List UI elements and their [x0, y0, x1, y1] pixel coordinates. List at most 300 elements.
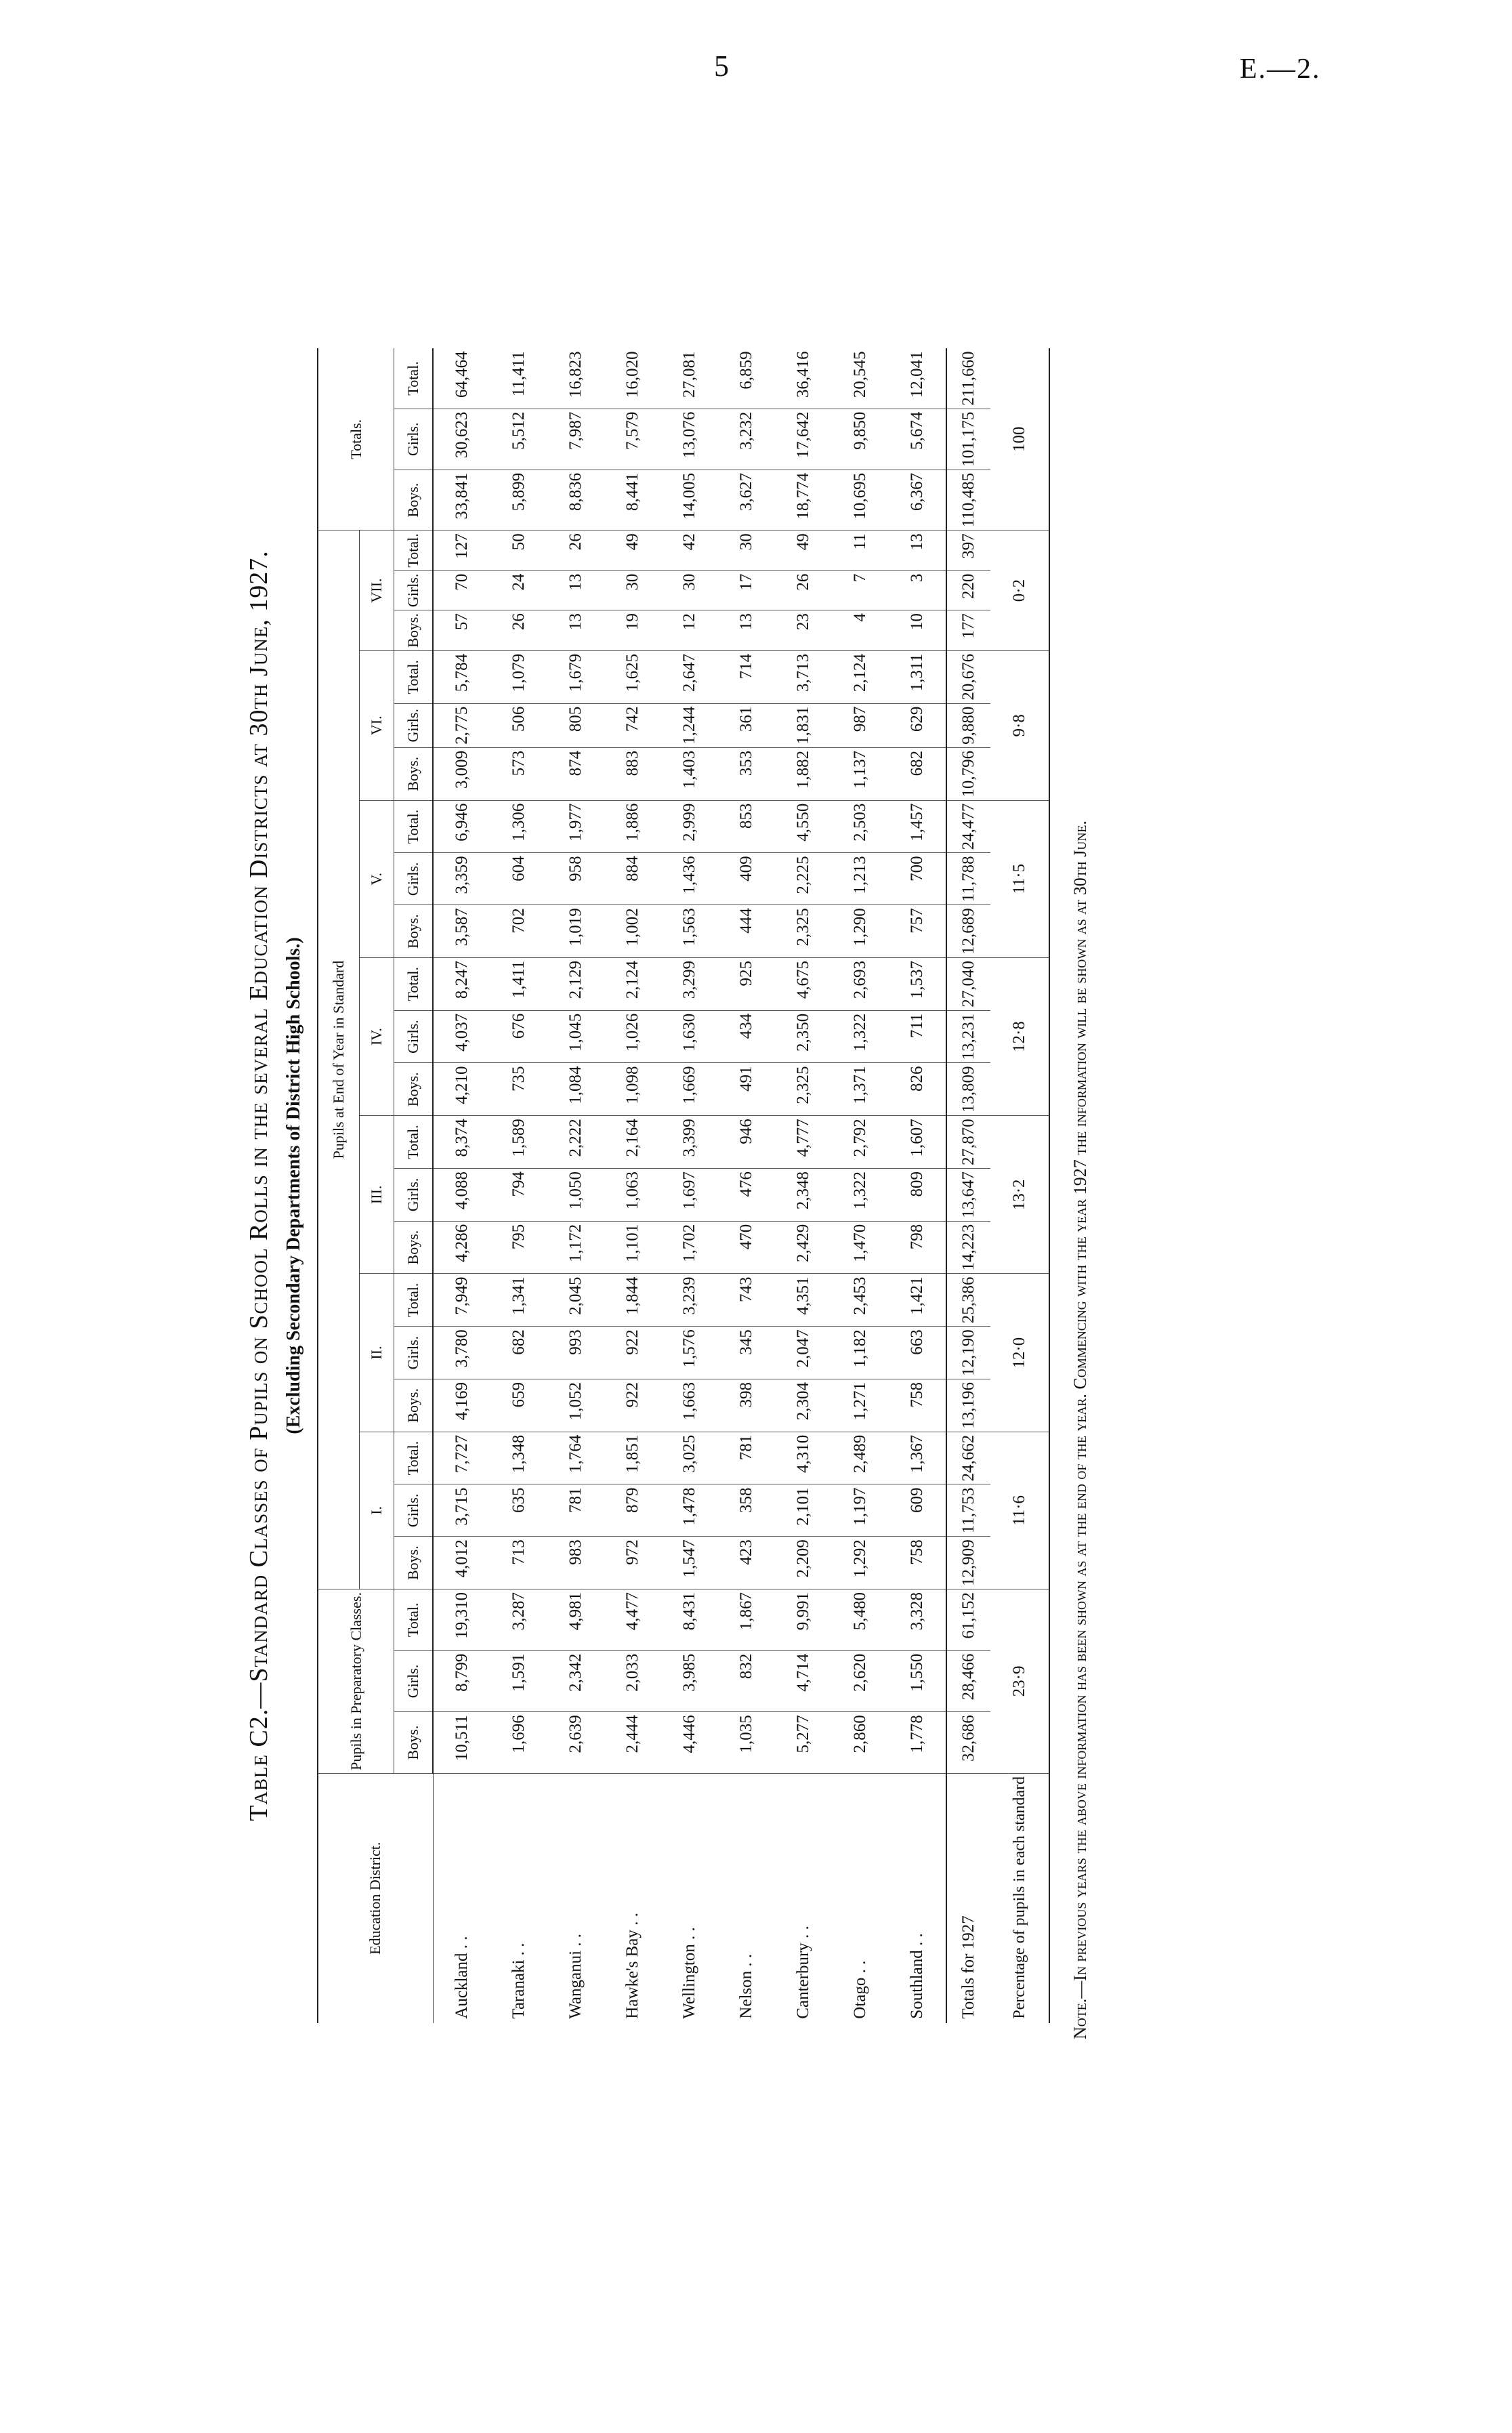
sub-header: Boys. [394, 1537, 434, 1589]
table-row [889, 348, 946, 2022]
table-cell: 1,886 [604, 800, 661, 853]
table-cell: 714 [718, 650, 775, 703]
table-cell: 1,576 [661, 1327, 718, 1379]
table-note: Note.—In previous years the above information has been shown as at the end of the year. Commencing with the year 1927 the information will be shown as at 30th June. [1070, 820, 1090, 2039]
table-cell: 1,213 [832, 853, 889, 905]
table-cell: 36,416 [775, 348, 832, 409]
table-cell: 13,076 [661, 409, 718, 470]
table-cell: 10,695 [832, 470, 889, 530]
table-cell: 2,693 [832, 957, 889, 1010]
totals-cell: 61,152 [946, 1589, 990, 1651]
table-cell: 26 [490, 610, 547, 651]
table-cell: 1,702 [661, 1221, 718, 1274]
totals-cell: 13,196 [946, 1379, 990, 1432]
table-cell: 3,025 [661, 1432, 718, 1484]
table-cell: 1,607 [889, 1116, 946, 1169]
table-cell: 1,026 [604, 1010, 661, 1063]
sub-header: Total. [394, 1589, 434, 1651]
table-cell: 1,045 [547, 1010, 604, 1063]
table-cell: 1,844 [604, 1274, 661, 1327]
sub-header: Boys. [394, 610, 434, 651]
totals-cell: 24,662 [946, 1432, 990, 1484]
table-cell: 1,764 [547, 1432, 604, 1484]
table-cell: 946 [718, 1116, 775, 1169]
table-cell: 4 [832, 610, 889, 651]
totals-cell: 11,788 [946, 853, 990, 905]
table-cell: 1,470 [832, 1221, 889, 1274]
school-rolls-table [317, 348, 1050, 2022]
table-cell: 1,421 [889, 1274, 946, 1327]
table-cell: 758 [889, 1537, 946, 1589]
table-cell: 853 [718, 800, 775, 853]
table-cell: 12,041 [889, 348, 946, 409]
table-cell: 1,052 [547, 1379, 604, 1432]
table-cell: 2,325 [775, 905, 832, 958]
table-cell: 711 [889, 1010, 946, 1063]
table-cell: 4,477 [604, 1589, 661, 1651]
table-cell: 3,985 [661, 1650, 718, 1712]
table-cell: 4,351 [775, 1274, 832, 1327]
table-cell: 1,182 [832, 1327, 889, 1379]
table-cell: 2,304 [775, 1379, 832, 1432]
table-row [490, 348, 547, 2022]
table-cell: 12 [661, 610, 718, 651]
table-cell: 809 [889, 1168, 946, 1221]
table-cell: 434 [718, 1010, 775, 1063]
table-cell: 1,271 [832, 1379, 889, 1432]
sub-header: Girls. [394, 1650, 434, 1712]
table-cell: 925 [718, 957, 775, 1010]
percentage-cell: 9·8 [990, 650, 1049, 800]
table-cell: 1,547 [661, 1537, 718, 1589]
table-cell: 4,675 [775, 957, 832, 1010]
sub-header: Boys. [394, 905, 434, 958]
totals-cell: 13,647 [946, 1168, 990, 1221]
table-cell: 805 [547, 703, 604, 747]
table-cell: 3,399 [661, 1116, 718, 1169]
table-cell: 2,129 [547, 957, 604, 1010]
table-cell: 42 [661, 531, 718, 570]
table-row [718, 348, 775, 2022]
table-cell: 5,512 [490, 409, 547, 470]
table-cell: 4,088 [433, 1168, 490, 1221]
table-cell: 1,322 [832, 1168, 889, 1221]
table-row [661, 348, 718, 2022]
standard-header: V. [360, 800, 394, 957]
table-cell: 2,429 [775, 1221, 832, 1274]
totals-cell: 11,753 [946, 1484, 990, 1537]
table-cell: 2,503 [832, 800, 889, 853]
table-cell: 2,342 [547, 1650, 604, 1712]
table-cell: 2,489 [832, 1432, 889, 1484]
table-cell: 1,697 [661, 1168, 718, 1221]
table-cell: 3,359 [433, 853, 490, 905]
totals-cell: 28,466 [946, 1650, 990, 1712]
district-name: Otago . . [851, 1960, 869, 2019]
table-cell: 3,232 [718, 409, 775, 470]
sub-header: Girls. [394, 409, 434, 470]
table-cell: 1,977 [547, 800, 604, 853]
table-cell: 700 [889, 853, 946, 905]
table-cell: 3,713 [775, 650, 832, 703]
table-cell: 1,292 [832, 1537, 889, 1589]
table-cell: 3,328 [889, 1589, 946, 1651]
table-cell: 30 [661, 570, 718, 610]
standard-header: I. [360, 1432, 394, 1589]
sub-header: Boys. [394, 1379, 434, 1432]
table-cell: 1,563 [661, 905, 718, 958]
table-cell: 1,867 [718, 1589, 775, 1651]
sub-header: Boys. [394, 1063, 434, 1116]
table-row [832, 348, 889, 2022]
percentage-cell: 100 [990, 348, 1049, 530]
table-cell: 1,306 [490, 800, 547, 853]
table-cell: 2,047 [775, 1327, 832, 1379]
table-cell: 798 [889, 1221, 946, 1274]
table-cell: 5,784 [433, 650, 490, 703]
table-cell: 64,464 [433, 348, 490, 409]
rotated-table-page [217, 47, 1450, 2324]
table-cell: 2,620 [832, 1650, 889, 1712]
standard-header: III. [360, 1116, 394, 1274]
table-cell: 1,137 [832, 747, 889, 800]
table-cell: 13 [889, 531, 946, 570]
table-cell: 629 [889, 703, 946, 747]
table-cell: 2,639 [547, 1712, 604, 1774]
table-cell: 1,882 [775, 747, 832, 800]
table-cell: 1,348 [490, 1432, 547, 1484]
table-cell: 3,715 [433, 1484, 490, 1537]
table-cell: 57 [433, 610, 490, 651]
percentage-cell: 13·2 [990, 1116, 1049, 1274]
table-cell: 1,050 [547, 1168, 604, 1221]
table-cell: 30 [718, 531, 775, 570]
table-cell: 5,674 [889, 409, 946, 470]
table-cell: 506 [490, 703, 547, 747]
sub-header: Boys. [394, 470, 434, 530]
table-cell: 4,714 [775, 1650, 832, 1712]
sub-header: Total. [394, 348, 434, 409]
table-cell: 2,045 [547, 1274, 604, 1327]
totals-cell: 14,223 [946, 1221, 990, 1274]
table-cell: 993 [547, 1327, 604, 1379]
table-cell: 735 [490, 1063, 547, 1116]
totals-cell: 32,686 [946, 1712, 990, 1774]
table-cell: 8,799 [433, 1650, 490, 1712]
table-row [775, 348, 832, 2022]
table-cell: 1,403 [661, 747, 718, 800]
table-cell: 1,002 [604, 905, 661, 958]
table-cell: 1,411 [490, 957, 547, 1010]
district-name: Wellington . . [680, 1927, 698, 2019]
table-cell: 470 [718, 1221, 775, 1274]
totals-cell: 13,809 [946, 1063, 990, 1116]
table-cell: 8,836 [547, 470, 604, 530]
totals-cell: 177 [946, 610, 990, 651]
table-cell: 4,210 [433, 1063, 490, 1116]
table-cell: 3,780 [433, 1327, 490, 1379]
table-cell: 7,727 [433, 1432, 490, 1484]
table-cell: 49 [775, 531, 832, 570]
totals-label: Totals for 1927 [946, 1773, 990, 2022]
table-cell: 2,209 [775, 1537, 832, 1589]
table-cell: 1,669 [661, 1063, 718, 1116]
totals-cell: 12,909 [946, 1537, 990, 1589]
percentage-cell: 0·2 [990, 531, 1049, 651]
table-cell: 702 [490, 905, 547, 958]
table-cell: 742 [604, 703, 661, 747]
sub-header: Boys. [394, 1221, 434, 1274]
district-name: Southland . . [908, 1933, 926, 2019]
page-number: 5 [714, 49, 729, 83]
sub-header: Total. [394, 650, 434, 703]
standard-header: II. [360, 1274, 394, 1432]
table-cell: 1,311 [889, 650, 946, 703]
table-cell: 26 [547, 531, 604, 570]
table-cell: 663 [889, 1327, 946, 1379]
table-cell: 49 [604, 531, 661, 570]
standard-group-header: Pupils at End of Year in Standard [318, 531, 360, 1589]
table-cell: 50 [490, 531, 547, 570]
table-cell: 795 [490, 1221, 547, 1274]
totals-cell: 24,477 [946, 800, 990, 853]
table-cell: 3,239 [661, 1274, 718, 1327]
table-cell: 1,341 [490, 1274, 547, 1327]
table-cell: 17,642 [775, 409, 832, 470]
table-cell: 4,169 [433, 1379, 490, 1432]
sub-header: Girls. [394, 570, 434, 610]
table-cell: 361 [718, 703, 775, 747]
table-cell: 8,441 [604, 470, 661, 530]
table-cell: 4,286 [433, 1221, 490, 1274]
district-name: Auckland . . [452, 1936, 471, 2019]
table-cell: 758 [889, 1379, 946, 1432]
table-cell: 983 [547, 1537, 604, 1589]
table-cell: 1,630 [661, 1010, 718, 1063]
table-cell: 609 [889, 1484, 946, 1537]
table-cell: 8,247 [433, 957, 490, 1010]
table-cell: 8,431 [661, 1589, 718, 1651]
table-cell: 9,850 [832, 409, 889, 470]
table-cell: 19,310 [433, 1589, 490, 1651]
table-cell: 922 [604, 1379, 661, 1432]
table-cell: 781 [718, 1432, 775, 1484]
table-cell: 1,322 [832, 1010, 889, 1063]
table-cell: 3,009 [433, 747, 490, 800]
table-cell: 24 [490, 570, 547, 610]
table-cell: 972 [604, 1537, 661, 1589]
district-name: Hawke's Bay . . [623, 1913, 642, 2019]
table-cell: 27,081 [661, 348, 718, 409]
table-cell: 879 [604, 1484, 661, 1537]
sub-header: Total. [394, 1116, 434, 1169]
table-cell: 2,124 [832, 650, 889, 703]
totals-cell: 211,660 [946, 348, 990, 409]
table-cell: 757 [889, 905, 946, 958]
table-cell: 1,851 [604, 1432, 661, 1484]
table-cell: 345 [718, 1327, 775, 1379]
sub-header: Total. [394, 800, 434, 853]
table-cell: 1,063 [604, 1168, 661, 1221]
table-cell: 19 [604, 610, 661, 651]
sub-header: Girls. [394, 1484, 434, 1537]
sub-header: Total. [394, 531, 434, 570]
district-name: Taranaki . . [509, 1942, 528, 2019]
table-cell: 794 [490, 1168, 547, 1221]
table-cell: 2,453 [832, 1274, 889, 1327]
standard-header: IV. [360, 957, 394, 1115]
table-cell: 1,098 [604, 1063, 661, 1116]
district-name: Canterbury . . [794, 1926, 812, 2019]
table-cell: 1,478 [661, 1484, 718, 1537]
table-cell: 18,774 [775, 470, 832, 530]
totals-cell: 27,040 [946, 957, 990, 1010]
table-cell: 5,480 [832, 1589, 889, 1651]
table-cell: 1,367 [889, 1432, 946, 1484]
table-cell: 127 [433, 531, 490, 570]
sub-header: Total. [394, 1432, 434, 1484]
table-cell: 3,587 [433, 905, 490, 958]
sub-header: Girls. [394, 1327, 434, 1379]
table-cell: 6,859 [718, 348, 775, 409]
table-cell: 1,019 [547, 905, 604, 958]
table-cell: 743 [718, 1274, 775, 1327]
table-row [547, 348, 604, 2022]
totals-row [946, 348, 990, 2022]
table-cell: 4,310 [775, 1432, 832, 1484]
table-cell: 659 [490, 1379, 547, 1432]
table-cell: 635 [490, 1484, 547, 1537]
table-cell: 398 [718, 1379, 775, 1432]
table-cell: 1,079 [490, 650, 547, 703]
table-cell: 922 [604, 1327, 661, 1379]
sub-header: Girls. [394, 1168, 434, 1221]
table-cell: 409 [718, 853, 775, 905]
percentage-row [990, 348, 1049, 2022]
table-cell: 476 [718, 1168, 775, 1221]
table-cell: 1,591 [490, 1650, 547, 1712]
table-cell: 2,222 [547, 1116, 604, 1169]
table-cell: 7 [832, 570, 889, 610]
table-cell: 682 [490, 1327, 547, 1379]
totals-cell: 13,231 [946, 1010, 990, 1063]
totals-cell: 110,485 [946, 470, 990, 530]
table-cell: 958 [547, 853, 604, 905]
table-cell: 3,627 [718, 470, 775, 530]
table-cell: 14,005 [661, 470, 718, 530]
sub-header: Boys. [394, 1712, 434, 1774]
table-cell: 20,545 [832, 348, 889, 409]
page-reference: E.—2. [1240, 54, 1321, 85]
table-cell: 832 [718, 1650, 775, 1712]
table-cell: 26 [775, 570, 832, 610]
table-cell: 10,511 [433, 1712, 490, 1774]
percentage-label: Percentage of pupils in each standard [990, 1773, 1049, 2022]
totals-cell: 20,676 [946, 650, 990, 703]
table-cell: 987 [832, 703, 889, 747]
table-cell: 17 [718, 570, 775, 610]
table-cell: 4,446 [661, 1712, 718, 1774]
table-cell: 33,841 [433, 470, 490, 530]
totals-cell: 27,870 [946, 1116, 990, 1169]
table-cell: 1,035 [718, 1712, 775, 1774]
table-cell: 5,277 [775, 1712, 832, 1774]
table-cell: 10 [889, 610, 946, 651]
table-cell: 1,101 [604, 1221, 661, 1274]
table-cell: 11,411 [490, 348, 547, 409]
table-cell: 1,778 [889, 1712, 946, 1774]
table-cell: 1,663 [661, 1379, 718, 1432]
table-cell: 1,679 [547, 650, 604, 703]
table-cell: 4,037 [433, 1010, 490, 1063]
table-cell: 3 [889, 570, 946, 610]
percentage-cell: 12·8 [990, 957, 1049, 1115]
table-cell: 2,444 [604, 1712, 661, 1774]
totals-cell: 12,190 [946, 1327, 990, 1379]
table-subtitle: (Excluding Secondary Departments of District High Schools.) [283, 937, 304, 1434]
table-cell: 2,647 [661, 650, 718, 703]
table-cell: 16,020 [604, 348, 661, 409]
table-cell: 826 [889, 1063, 946, 1116]
table-cell: 23 [775, 610, 832, 651]
table-cell: 8,374 [433, 1116, 490, 1169]
table-cell: 1,371 [832, 1063, 889, 1116]
table-cell: 2,999 [661, 800, 718, 853]
sub-header: Girls. [394, 1010, 434, 1063]
table-cell: 7,949 [433, 1274, 490, 1327]
table-title: Table C2.—Standard Classes of Pupils on School Rolls in the several Education Districts at 30th June, 1927. [245, 550, 273, 1821]
table-cell: 2,033 [604, 1650, 661, 1712]
table-cell: 2,775 [433, 703, 490, 747]
table-cell: 30 [604, 570, 661, 610]
table-cell: 1,831 [775, 703, 832, 747]
table-cell: 1,625 [604, 650, 661, 703]
table-cell: 13 [547, 610, 604, 651]
table-cell: 1,197 [832, 1484, 889, 1537]
table-cell: 2,348 [775, 1168, 832, 1221]
table-cell: 883 [604, 747, 661, 800]
table-cell: 1,537 [889, 957, 946, 1010]
table-cell: 70 [433, 570, 490, 610]
table-cell: 2,350 [775, 1010, 832, 1063]
totals-cell: 220 [946, 570, 990, 610]
table-cell: 9,991 [775, 1589, 832, 1651]
table-cell: 604 [490, 853, 547, 905]
table-cell: 3,287 [490, 1589, 547, 1651]
sub-header: Girls. [394, 703, 434, 747]
table-cell: 1,172 [547, 1221, 604, 1274]
sub-header: Total. [394, 1274, 434, 1327]
district-name: Nelson . . [737, 1953, 755, 2019]
standard-header: VII. [360, 531, 394, 651]
table-cell: 16,823 [547, 348, 604, 409]
sub-header: Boys. [394, 747, 434, 800]
table-cell: 1,589 [490, 1116, 547, 1169]
table-cell: 13 [718, 610, 775, 651]
sub-header: Girls. [394, 853, 434, 905]
table-cell: 573 [490, 747, 547, 800]
table-cell: 1,457 [889, 800, 946, 853]
table-cell: 358 [718, 1484, 775, 1537]
table-cell: 2,325 [775, 1063, 832, 1116]
table-cell: 491 [718, 1063, 775, 1116]
table-cell: 6,946 [433, 800, 490, 853]
table-cell: 353 [718, 747, 775, 800]
table-cell: 874 [547, 747, 604, 800]
table-cell: 1,696 [490, 1712, 547, 1774]
table-cell: 1,084 [547, 1063, 604, 1116]
table-cell: 4,981 [547, 1589, 604, 1651]
